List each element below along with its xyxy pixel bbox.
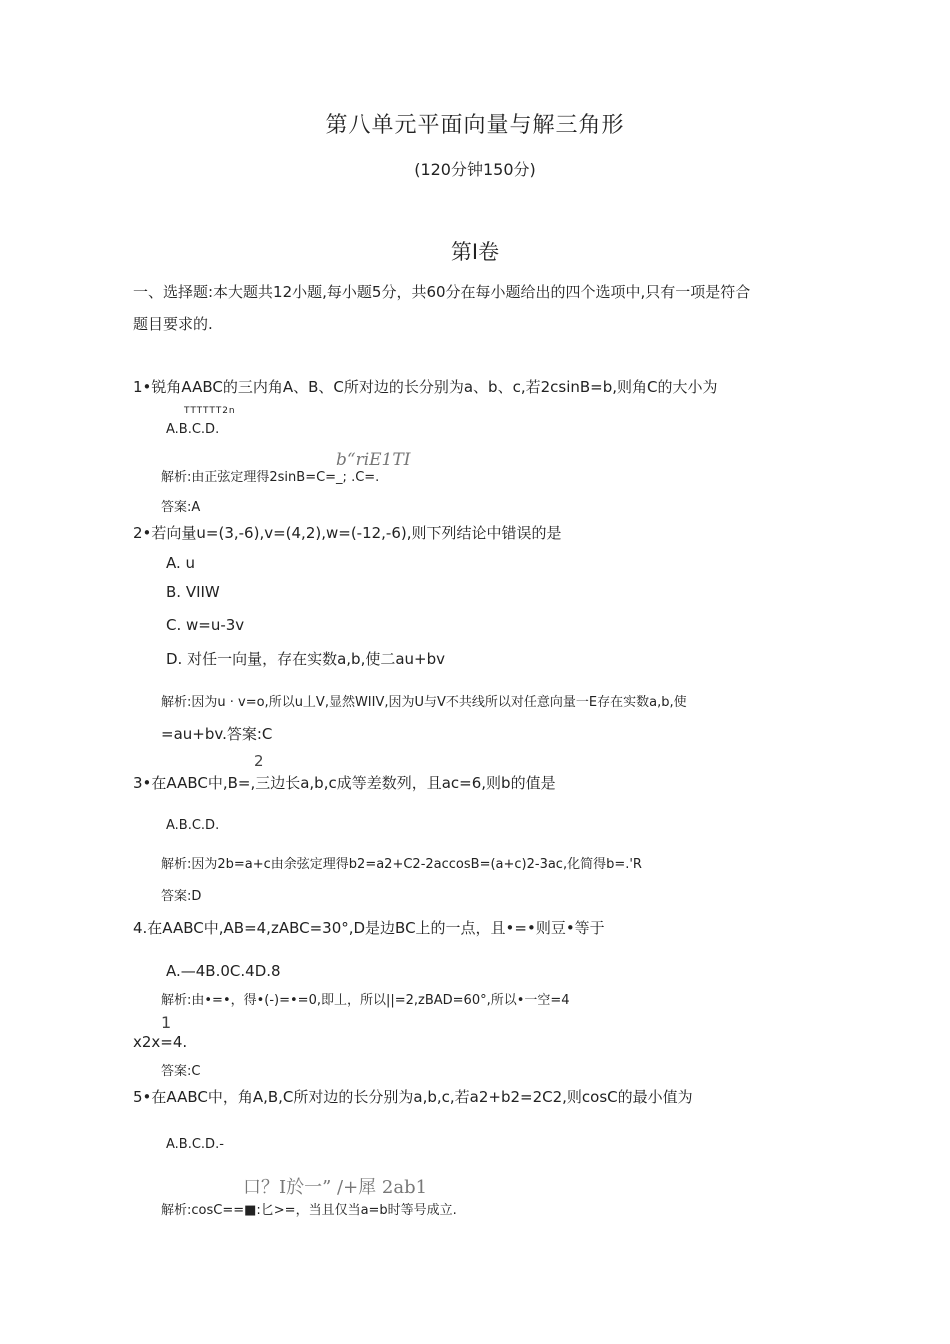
q4-options: A.—4B.0C.4D.8 [166, 962, 281, 980]
section-instructions-line2: 题目要求的. [133, 315, 213, 333]
q1-handwritten-mark: b“riE1TI [336, 450, 411, 470]
q4-stem: 4.在AABC中,AB=4,zABC=30°,D是边BC上的一点，且•=•则豆•等于 [133, 919, 605, 937]
q1-answer: 答案:A [161, 500, 201, 515]
page-subtitle: (120分钟150分) [414, 160, 536, 179]
q2-analysis-line2: =au+bv.答案:C [161, 725, 273, 743]
q3-stem: 3•在AABC中,B=,三边长a,b,c成等差数列，且ac=6,则b的值是 [133, 774, 556, 792]
q1-options: A.B.C.D. [166, 422, 220, 437]
q2-option-b: B. VIIW [166, 583, 220, 601]
q5-handwritten-mark: 口？I於一” /+犀 2ab1 [243, 1177, 428, 1198]
q1-analysis: 解析:由正弦定理得2sinB=C=_; .C=. [161, 470, 380, 485]
q2-stem: 2•若向量u=(3,-6),v=(4,2),w=(-12,-6),则下列结论中错误的是 [133, 524, 562, 542]
q4-analysis-line2: x2x=4. [133, 1033, 188, 1051]
q2-option-c: C. w=u-3v [166, 616, 245, 634]
q3-analysis: 解析:因为2b=a+c由余弦定理得b2=a2+C2-2accosB=(a+c)2-3ac,化简得b=.'R [161, 857, 642, 872]
section-instructions-line1: 一、选择题:本大题共12小题,每小题5分，共60分在每小题给出的四个选项中,只有一项是符合 [133, 283, 751, 301]
q4-fraction-mark: 1 [161, 1013, 172, 1032]
q5-analysis: 解析:cosC==■:匕>=，当且仅当a=b时等号成立. [161, 1203, 457, 1218]
q3-answer: 答案:D [161, 889, 202, 904]
q4-analysis: 解析:由•=•，得•(-)=•=0,即丄，所以||=2,zBAD=60°,所以•一空=4 [161, 993, 570, 1008]
q2-option-a: A. u [166, 554, 196, 572]
q3-superscript-mark: 2 [254, 752, 264, 770]
page-title: 第八单元平面向量与解三角形 [325, 113, 625, 138]
q3-options: A.B.C.D. [166, 818, 220, 833]
q2-analysis-line1: 解析:因为u · v=o,所以u丄V,显然WIIV,因为U与V不共线所以对任意向量一E存在实数a,b,使 [161, 695, 687, 710]
volume-heading: 第I卷 [450, 240, 500, 264]
q1-fraction-marks: TTTTTT2n [184, 406, 236, 416]
q2-option-d: D. 对任一向量，存在实数a,b,使二au+bv [166, 650, 446, 668]
q5-options: A.B.C.D.- [166, 1137, 224, 1152]
q4-answer: 答案:C [161, 1064, 201, 1079]
q5-stem: 5•在AABC中，角A,B,C所对边的长分别为a,b,c,若a2+b2=2C2,则cosC的最小值为 [133, 1088, 693, 1106]
q1-stem: 1•锐角AABC的三内角A、B、C所对边的长分别为a、b、c,若2csinB=b,则角C的大小为 [133, 378, 718, 396]
